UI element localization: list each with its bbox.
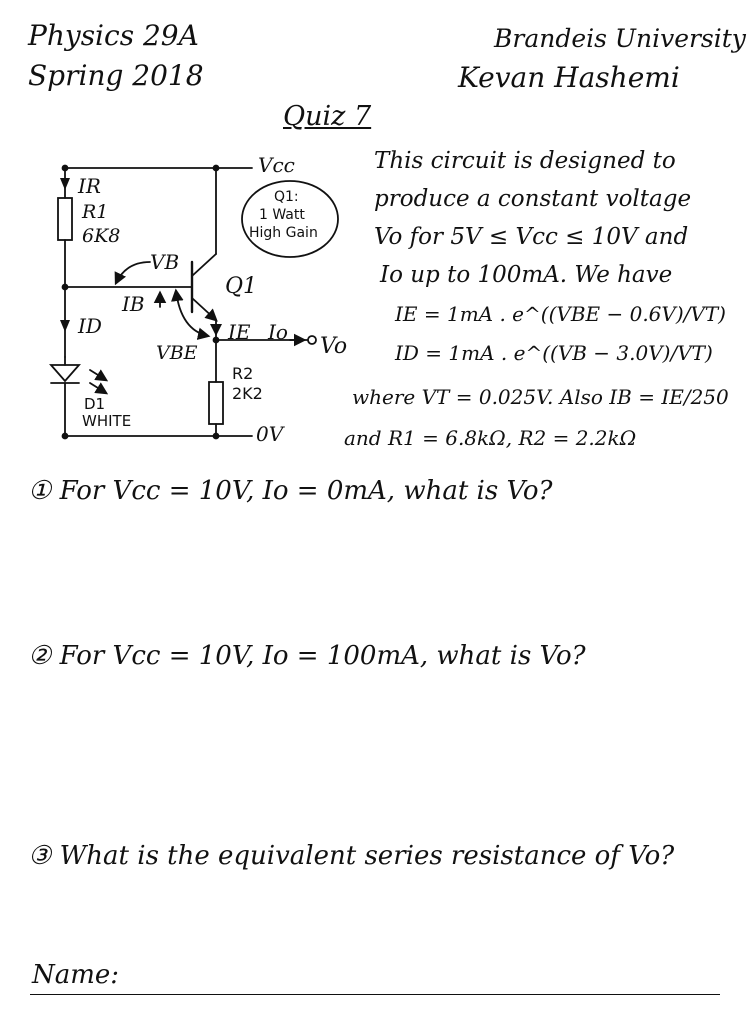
quiz-title: Quiz 7 xyxy=(283,101,372,132)
desc-line6: and R1 = 6.8kΩ, R2 = 2.2kΩ xyxy=(344,426,637,450)
course-title: Physics 29A xyxy=(28,19,199,52)
d1-diode xyxy=(51,365,79,381)
equation-ie: IE = 1mA . e^((VBE − 0.6V)/VT) xyxy=(395,302,726,326)
vo-label: Vo xyxy=(320,334,348,359)
university: Brandeis University xyxy=(494,24,746,53)
name-label: Name: xyxy=(32,960,120,990)
desc-line1: This circuit is designed to xyxy=(374,148,676,174)
ie-label: IE xyxy=(228,320,251,344)
id-label: ID xyxy=(78,314,102,338)
r2-value: 2K2 xyxy=(232,384,263,403)
ground-label: 0V xyxy=(256,422,284,446)
r2-label: R2 xyxy=(232,364,254,383)
r1-resistor xyxy=(58,198,72,240)
q1-note-line1: Q1: xyxy=(274,189,299,205)
r2-resistor xyxy=(209,382,223,424)
desc-line4: Io up to 100mA. We have xyxy=(380,262,673,288)
q1-note-line3: High Gain xyxy=(249,225,318,241)
term: Spring 2018 xyxy=(28,59,204,92)
question-3: ③ What is the equivalent series resistance of Vo? xyxy=(28,841,675,871)
d1-color: WHITE xyxy=(82,412,132,430)
question-1: ① For Vcc = 10V, Io = 0mA, what is Vo? xyxy=(28,476,553,506)
r1-label: R1 xyxy=(82,201,109,223)
r1-value: 6K8 xyxy=(82,225,121,247)
desc-line5: where VT = 0.025V. Also IB = IE/250 xyxy=(352,385,729,409)
equation-id: ID = 1mA . e^((VB − 3.0V)/VT) xyxy=(395,341,713,365)
ir-label: IR xyxy=(78,174,101,198)
instructor: Kevan Hashemi xyxy=(458,61,680,94)
io-label: Io xyxy=(268,320,288,344)
vbe-label: VBE xyxy=(156,342,198,364)
q1-label: Q1 xyxy=(225,274,258,299)
question-2: ② For Vcc = 10V, Io = 100mA, what is Vo? xyxy=(28,641,586,671)
desc-line3: Vo for 5V ≤ Vcc ≤ 10V and xyxy=(374,224,689,250)
q1-note-line2: 1 Watt xyxy=(259,207,305,223)
ib-label: IB xyxy=(122,292,145,316)
vcc-label: Vcc xyxy=(258,153,295,177)
name-line[interactable] xyxy=(30,994,720,995)
desc-line2: produce a constant voltage xyxy=(374,186,692,212)
d1-label: D1 xyxy=(84,395,106,413)
vb-label: VB xyxy=(150,250,180,274)
